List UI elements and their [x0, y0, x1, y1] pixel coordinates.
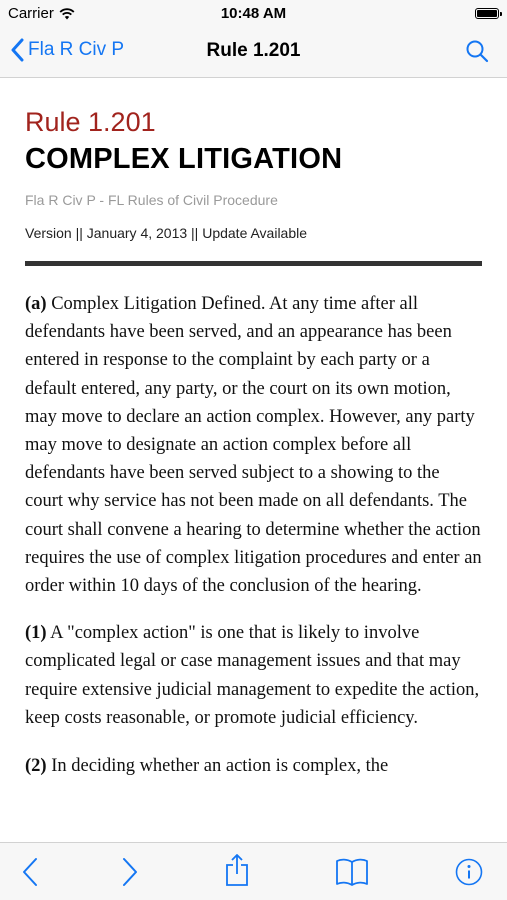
- rule-source: Fla R Civ P - FL Rules of Civil Procedure: [25, 192, 278, 208]
- bottom-toolbar: [0, 842, 507, 900]
- search-button[interactable]: [465, 39, 489, 68]
- paragraph-text: A "complex action" is one that is likely to involve complicated legal or case management issues and that may require extensive judicial management to expedite the action, keep costs reasonable, or promote judicial efficiency.: [25, 623, 480, 728]
- paragraph-a: [25, 290, 482, 600]
- version-info: Version || January 4, 2013 || Update Available: [25, 225, 308, 241]
- status-bar: [0, 0, 507, 28]
- rule-number: Rule 1.201: [25, 107, 156, 137]
- paragraph-text: Complex Litigation Defined. At any time after all defendants have been served, and an appearance has been entered in response to the complaint by each party or a default entered, any party, or the court on its own motion, may move to declare an action complex. However, any party may move to designate an action complex before all defendants have been served subject to a showing to the court why service has not been made on all defendants. The court shall convene a hearing to determine whether the action requires the use of complex litigation procedures and enter an order within 10 days of the conclusion of the hearing.: [25, 294, 482, 597]
- paragraph-1: [25, 619, 482, 732]
- rule-content[interactable]: [25, 78, 482, 842]
- share-icon: [224, 853, 250, 887]
- status-time: 10:48 AM: [220, 5, 287, 22]
- paragraph-label: (a): [25, 294, 47, 314]
- paragraph-text: In deciding whether an action is complex, the: [46, 756, 389, 777]
- forward-icon: [120, 857, 140, 887]
- info-button[interactable]: [455, 858, 483, 891]
- back-icon: [20, 857, 40, 887]
- carrier-label: Carrier: [8, 5, 54, 22]
- search-icon: [465, 39, 489, 63]
- previous-button[interactable]: [20, 857, 40, 892]
- paragraph-label: (1): [25, 623, 47, 644]
- battery-icon: [475, 8, 499, 19]
- nav-title: Rule 1.201: [206, 40, 301, 61]
- rule-title: COMPLEX LITIGATION: [25, 143, 343, 175]
- bookmarks-button[interactable]: [335, 857, 369, 892]
- paragraph-2: [25, 752, 482, 780]
- divider: [25, 261, 482, 266]
- info-icon: [455, 858, 483, 886]
- back-label: Fla R Civ P: [28, 39, 125, 60]
- navigation-bar: [0, 28, 507, 78]
- book-icon: [335, 857, 369, 887]
- next-button[interactable]: [120, 857, 140, 892]
- share-button[interactable]: [224, 853, 250, 892]
- paragraph-label: (2): [25, 756, 47, 777]
